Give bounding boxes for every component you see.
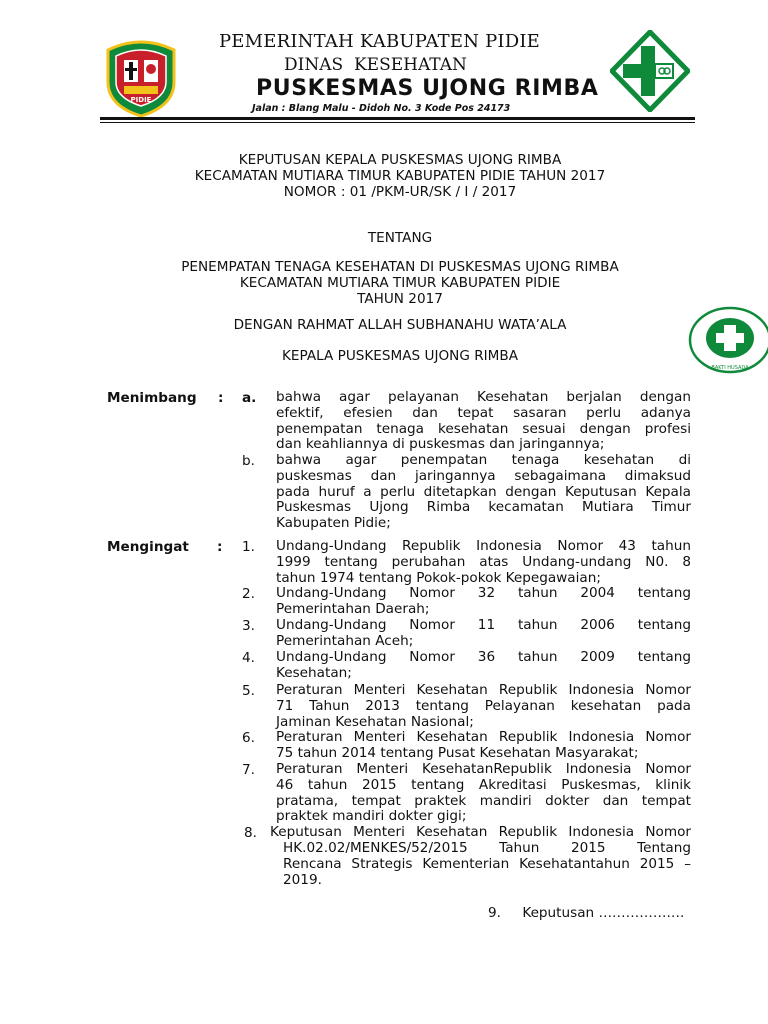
- menimbang-a-line: bahwa agar pelayanan Kesehatan berjalan dengan: [276, 389, 691, 405]
- mengingat-1-line: 1999 tentang perubahan atas Undang-undang N0. 8: [276, 553, 691, 570]
- menimbang-b-line: Puskesmas Ujong Rimba kecamatan Mutiara Timur: [276, 499, 691, 516]
- bakti-husada-logo-icon: [686, 305, 768, 375]
- mengingat-4-line: Kesehatan;: [276, 664, 352, 681]
- mengingat-5-line: Jaminan Kesehatan Nasional;: [276, 713, 474, 730]
- bakti-husada-caption: BAKTI HUSADA: [711, 365, 749, 371]
- mengingat-5-line: 71 Tahun 2013 tentang Pelayanan kesehatan pada: [276, 697, 691, 714]
- menimbang-b-line: Kabupaten Pidie;: [276, 515, 391, 532]
- mengingat-4-line: Undang-Undang Nomor 36 tahun 2009 tentang: [276, 649, 691, 665]
- decree-subject-line2: KECAMATAN MUTIARA TIMUR KABUPATEN PIDIE: [239, 275, 561, 291]
- office-address: Jalan : Blang Malu - Didoh No. 3 Kode Pos 24173: [252, 103, 511, 114]
- mengingat-5-mark: 5.: [242, 683, 255, 699]
- header-rule-thick: [100, 117, 695, 120]
- header-rule-thin: [100, 122, 695, 123]
- menimbang-a-mark: a.: [242, 390, 257, 406]
- menimbang-colon: :: [218, 390, 224, 406]
- mengingat-6-line: Peraturan Menteri Kesehatan Republik Indonesia Nomor: [276, 729, 691, 745]
- menimbang-a-line: efektif, efesien dan tepat sasaran perlu adanya: [276, 404, 691, 421]
- mengingat-3-line: Pemerintahan Aceh;: [276, 632, 414, 649]
- next-page-mark: 9.: [488, 905, 501, 921]
- decree-title-line2: KECAMATAN MUTIARA TIMUR KABUPATEN PIDIE TAHUN 2017: [194, 168, 606, 184]
- office-name-part1: DINAS: [284, 55, 344, 75]
- mengingat-1-line: Undang-Undang Republik Indonesia Nomor 43 tahun: [276, 538, 691, 554]
- mengingat-7-text: [276, 762, 691, 825]
- next-page-cue: [488, 905, 684, 921]
- mengingat-8-line: HK.02.02/MENKES/52/2015 Tahun 2015 Tentang: [283, 840, 691, 856]
- emblem-caption: PIDIE: [130, 96, 152, 104]
- kabupaten-pidie-emblem-icon: [100, 36, 182, 118]
- decree-subject-line1: PENEMPATAN TENAGA KESEHATAN DI PUSKESMAS UJONG RIMBA: [181, 259, 619, 275]
- government-name: PEMERINTAH KABUPATEN PIDIE: [219, 31, 540, 52]
- mengingat-1-text: [276, 539, 691, 586]
- mengingat-5-line: Peraturan Menteri Kesehatan Republik Indonesia Nomor: [276, 682, 691, 698]
- menimbang-b-line: bahwa agar penempatan tenaga kesehatan di: [276, 452, 691, 468]
- mengingat-3-mark: 3.: [242, 618, 255, 634]
- decree-title-line1: KEPUTUSAN KEPALA PUSKESMAS UJONG RIMBA: [238, 152, 562, 168]
- office-name-part2: KESEHATAN: [353, 55, 467, 75]
- mengingat-7-line: praktek mandiri dokter gigi;: [276, 808, 467, 825]
- menimbang-a-line: penempatan tenaga kesehatan sesuai dengan profesi: [276, 420, 691, 437]
- mengingat-3-text: [276, 618, 691, 650]
- puskesmas-name: PUSKESMAS UJONG RIMBA: [256, 76, 599, 101]
- mengingat-5-text: [276, 683, 691, 730]
- mengingat-2-line: Pemerintahan Daerah;: [276, 600, 430, 617]
- mengingat-7-mark: 7.: [242, 762, 255, 778]
- mengingat-8-line: Rencana Strategis Kementerian Kesehatantahun 2015 –: [283, 855, 691, 872]
- mengingat-3-line: Undang-Undang Nomor 11 tahun 2006 tentang: [276, 617, 691, 633]
- mengingat-7-line: 46 tahun 2015 tentang Akreditasi Puskesmas, klinik: [276, 776, 691, 793]
- mengingat-2-text: [276, 586, 691, 618]
- mengingat-label: Mengingat: [107, 539, 189, 555]
- mengingat-4-text: [276, 650, 691, 682]
- decree-number: NOMOR : 01 /PKM-UR/SK / I / 2017: [283, 184, 517, 200]
- menimbang-label: Menimbang: [107, 390, 197, 406]
- menimbang-b-line: pada huruf a perlu ditetapkan dengan Keputusan Kepala: [276, 483, 691, 500]
- mengingat-1-line: tahun 1974 tentang Pokok-pokok Kepegawaian;: [276, 569, 601, 586]
- mengingat-6-mark: 6.: [242, 730, 255, 746]
- mengingat-6-line: 75 tahun 2014 tentang Pusat Kesehatan Masyarakat;: [276, 744, 639, 761]
- decree-subject: [100, 259, 700, 307]
- mengingat-4-mark: 4.: [242, 650, 255, 666]
- mengingat-8-text: [283, 841, 691, 888]
- kepala-line: KEPALA PUSKESMAS UJONG RIMBA: [281, 348, 518, 364]
- mengingat-2-mark: 2.: [242, 586, 255, 602]
- menimbang-b-line: puskesmas dan jaringannya sebagaimana dimaksud: [276, 467, 691, 484]
- menimbang-a-text: [276, 390, 691, 453]
- mengingat-6-text: [276, 730, 691, 762]
- mengingat-1-mark: 1.: [242, 539, 255, 555]
- menimbang-b-mark: b.: [242, 453, 255, 469]
- mengingat-7-line: Peraturan Menteri KesehatanRepublik Indonesia Nomor: [276, 761, 691, 777]
- tentang-heading: TENTANG: [367, 230, 433, 246]
- rahmat-line: DENGAN RAHMAT ALLAH SUBHANAHU WATA’ALA: [233, 317, 567, 333]
- office-name: [284, 55, 467, 75]
- mengingat-8-mark: 8.: [244, 825, 257, 841]
- decree-subject-line3: TAHUN 2017: [357, 291, 443, 307]
- next-page-text: Keputusan ……………….: [522, 905, 685, 921]
- mengingat-2-line: Undang-Undang Nomor 32 tahun 2004 tentang: [276, 585, 691, 601]
- mengingat-8-first-line: Keputusan Menteri Kesehatan Republik Indonesia Nomor: [270, 824, 691, 840]
- menimbang-a-line: dan keahliannya di puskesmas dan jaringannya;: [276, 436, 605, 453]
- mengingat-colon: :: [217, 539, 223, 555]
- decree-title: [100, 152, 700, 200]
- health-cross-logo-icon: [610, 30, 690, 112]
- menimbang-b-text: [276, 453, 691, 532]
- mengingat-8-line: 2019.: [283, 871, 322, 888]
- mengingat-7-line: pratama, tempat praktek mandiri dokter dan tempat: [276, 792, 691, 809]
